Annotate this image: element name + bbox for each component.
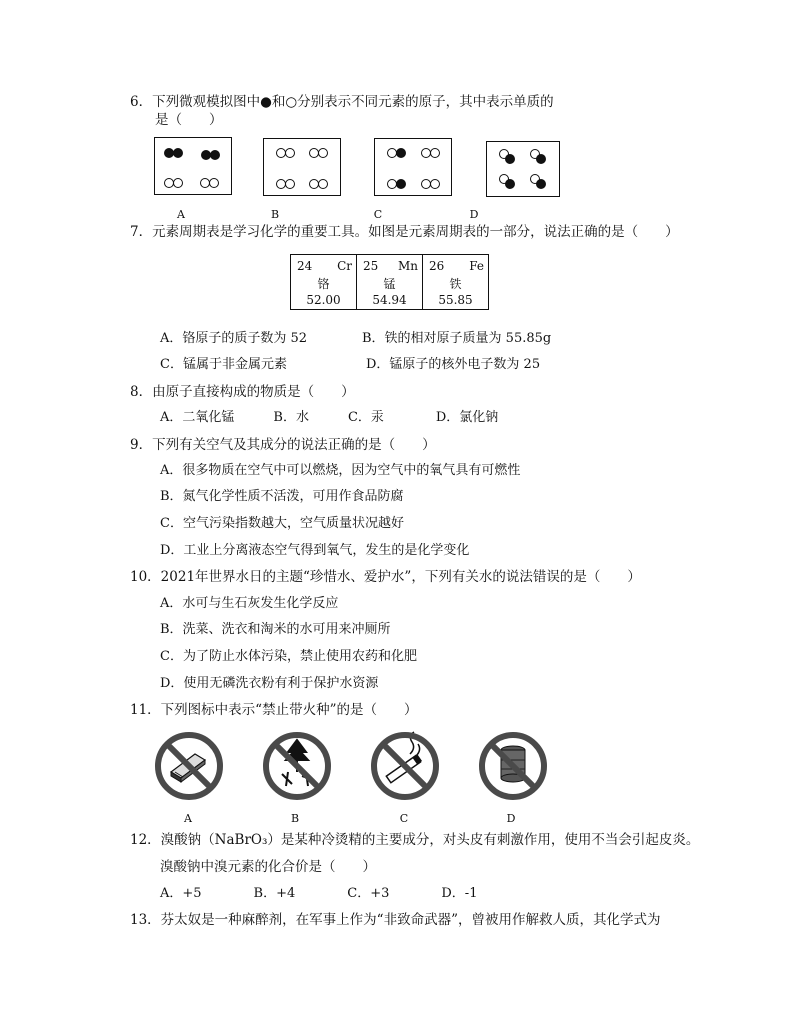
element-mass: 52.00 bbox=[306, 293, 341, 307]
q10-option-b: B．洗菜、洗衣和淘米的水可用来冲厕所 bbox=[160, 622, 391, 637]
q9-option-d: D．工业上分离液态空气得到氧气，发生的是化学变化 bbox=[160, 543, 470, 558]
element-symbol: Mn bbox=[397, 259, 418, 273]
molecule-diagram-b bbox=[264, 139, 340, 195]
q9-stem: 9．下列有关空气及其成分的说法正确的是（ ） bbox=[130, 437, 436, 453]
q6-label-b: B bbox=[270, 208, 280, 221]
element-number: 26 bbox=[429, 259, 445, 273]
q13-stem-line1: 13．芬太奴是一种麻醉剂，在军事上作为“非致命武器”，曾被用作解救人质，其化学式为 bbox=[130, 912, 661, 928]
no-matches-sign-icon bbox=[150, 726, 228, 804]
molecule-box-d bbox=[486, 141, 560, 197]
q8-options: A．二氧化锰 B．水 C．汞 D．氯化钠 bbox=[160, 410, 499, 425]
molecule-diagram-a bbox=[155, 138, 231, 194]
q9-option-b: B．氮气化学性质不活泼，可用作食品防腐 bbox=[160, 489, 404, 504]
element-number: 24 bbox=[297, 259, 313, 273]
element-cell-cr bbox=[291, 255, 357, 310]
q11-label-c: C bbox=[399, 812, 409, 825]
q7-stem: 7．元素周期表是学习化学的重要工具。如图是元素周期表的一部分，说法正确的是（ ） bbox=[130, 224, 679, 240]
molecule-diagram-d bbox=[487, 142, 559, 196]
molecule-box-b bbox=[263, 138, 341, 196]
element-mass: 55.85 bbox=[438, 293, 473, 307]
q6-label-a: A bbox=[177, 208, 185, 221]
q12-stem-line2: 溴酸钠中溴元素的化合价是（ ） bbox=[160, 859, 376, 875]
q7-option-b: B．铁的相对原子质量为 55.85g bbox=[362, 331, 552, 346]
element-name: 铁 bbox=[449, 277, 462, 291]
q11-label-a: A bbox=[184, 812, 192, 825]
element-number: 25 bbox=[363, 259, 379, 273]
no-tree-sign-icon bbox=[258, 726, 336, 804]
q8-stem: 8．由原子直接构成的物质是（ ） bbox=[130, 384, 355, 400]
q11-label-d: D bbox=[506, 812, 516, 825]
q11-stem: 11．下列图标中表示“禁止带火种”的是（ ） bbox=[130, 702, 418, 718]
element-symbol: Cr bbox=[337, 259, 352, 273]
q11-label-b: B bbox=[290, 812, 300, 825]
q10-option-d: D．使用无磷洗衣粉有利于保护水资源 bbox=[160, 676, 379, 691]
q10-stem: 10．2021年世界水日的主题“珍惜水、爱护水”，下列有关水的说法错误的是（ ） bbox=[130, 569, 641, 585]
element-cell-mn bbox=[357, 255, 423, 310]
element-name: 铬 bbox=[317, 277, 330, 291]
q7-option-c: C．锰属于非金属元素 bbox=[160, 357, 287, 372]
element-mass: 54.94 bbox=[372, 293, 407, 307]
q9-option-c: C．空气污染指数越大，空气质量状况越好 bbox=[160, 516, 404, 531]
q7-option-d: D．锰原子的核外电子数为 25 bbox=[366, 357, 541, 372]
element-name: 锰 bbox=[383, 277, 396, 291]
q10-option-a: A．水可与生石灰发生化学反应 bbox=[160, 596, 339, 611]
q9-option-a: A．很多物质在空气中可以燃烧，因为空气中的氧气具有可燃性 bbox=[160, 463, 521, 478]
q6-stem-line2: 是（ ） bbox=[155, 112, 223, 128]
q6-label-c: C bbox=[373, 208, 383, 221]
element-cell-fe bbox=[423, 255, 489, 310]
q6-label-d: D bbox=[469, 208, 479, 221]
no-drum-sign-icon bbox=[474, 726, 552, 804]
q12-stem-line1: 12．溴酸钠（NaBrO₃）是某种冷烫精的主要成分，对头皮有刺激作用，使用不当会引起皮炎。 bbox=[130, 832, 700, 848]
q10-option-c: C．为了防止水体污染，禁止使用农药和化肥 bbox=[160, 649, 417, 664]
element-symbol: Fe bbox=[469, 259, 484, 273]
molecule-box-c bbox=[374, 138, 452, 196]
q7-option-a: A．铬原子的质子数为 52 bbox=[160, 331, 308, 346]
molecule-diagram-c bbox=[375, 139, 451, 195]
periodic-table-excerpt bbox=[290, 254, 489, 310]
q6-stem-line1: 6．下列微观模拟图中●和○分别表示不同元素的原子，其中表示单质的 bbox=[130, 94, 554, 110]
no-smoking-sign-icon bbox=[366, 726, 444, 804]
molecule-box-a bbox=[154, 137, 232, 195]
q12-options: A．+5 B．+4 C．+3 D．-1 bbox=[160, 886, 478, 901]
